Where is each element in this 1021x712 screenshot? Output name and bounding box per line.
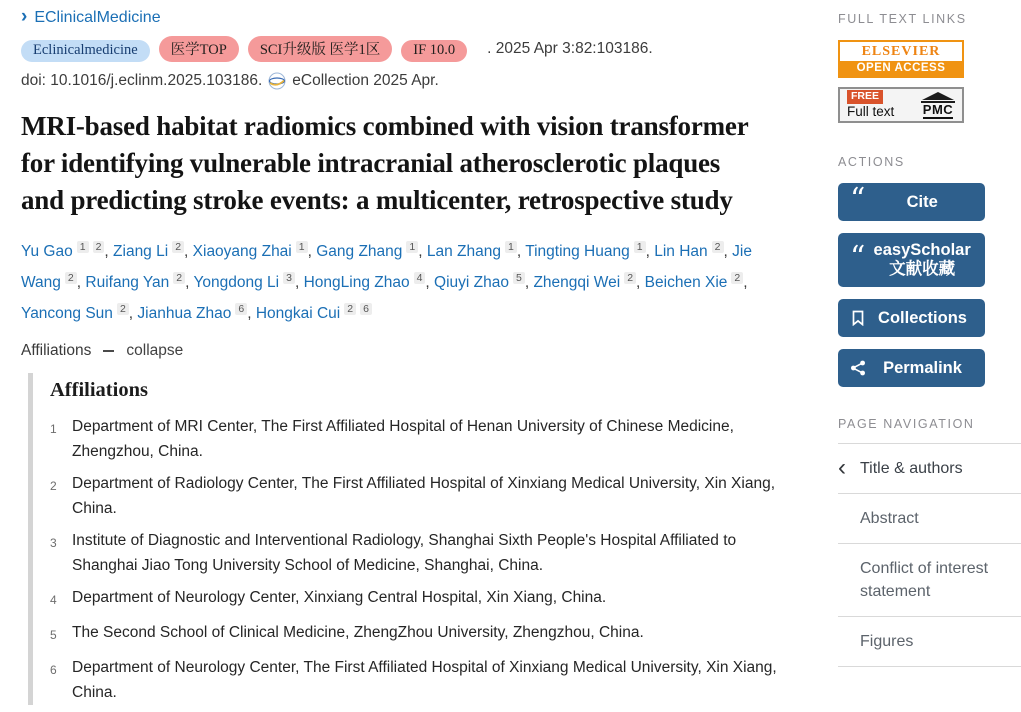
author-affiliation-sup[interactable]: 2: [624, 272, 636, 284]
chevron-right-icon: ›: [21, 6, 28, 27]
affiliation-number: 6: [50, 663, 57, 677]
author-separator: ,: [185, 274, 194, 291]
author-affiliation-sup[interactable]: 1: [634, 241, 646, 253]
affiliation-item: [50, 528, 796, 578]
journal-metric-badge: IF 10.0: [401, 40, 467, 62]
author-link[interactable]: Gang Zhang: [316, 243, 403, 260]
affiliation-item: [50, 655, 796, 705]
full-text-label: Full text: [847, 104, 895, 119]
affiliations-bar-label: Affiliations: [21, 342, 92, 359]
affiliation-text: Institute of Diagnostic and Interventional Radiology, Shanghai Sixth People's Hospital Affiliated to Shanghai Jiao Tong University School of Medicine, Shanghai, China.: [72, 532, 737, 574]
actions-section: [838, 155, 1021, 387]
scholar-globe-icon[interactable]: [268, 72, 286, 90]
author-affiliation-sup[interactable]: 1: [77, 241, 89, 253]
author-affiliation-sup[interactable]: 2: [65, 272, 77, 284]
doi-row: [21, 72, 796, 90]
collections-button[interactable]: [838, 299, 985, 337]
author-link[interactable]: Jianhua Zhao: [137, 305, 232, 322]
author-separator: ,: [425, 274, 435, 291]
affiliation-text: Department of MRI Center, The First Affiliated Hospital of Henan University of Chinese Medicine, Zhengzhou, China.: [72, 418, 734, 460]
affiliations-bar: [21, 342, 796, 360]
affiliation-number: 4: [50, 593, 57, 607]
breadcrumb: [21, 8, 796, 27]
page-navigation-list: [838, 444, 1021, 667]
page-nav-item[interactable]: [838, 544, 1021, 616]
quote-icon: “: [850, 182, 866, 217]
author-separator: ,: [76, 274, 86, 291]
author-affiliation-sup[interactable]: 1: [505, 241, 517, 253]
bookmark-icon: [850, 310, 866, 326]
divider: [838, 666, 1021, 667]
author-affiliation-sup[interactable]: 3: [283, 272, 295, 284]
pmc-left-block: [847, 90, 894, 120]
doi-text: doi: 10.1016/j.eclinm.2025.103186.: [21, 72, 263, 89]
author-affiliation-sup[interactable]: 2: [712, 241, 724, 253]
author-affiliation-sup[interactable]: 1: [296, 241, 308, 253]
author-affiliation-sup[interactable]: 2: [117, 303, 129, 315]
journal-metric-badge: Eclinicalmedicine: [21, 40, 150, 62]
author-link[interactable]: HongLing Zhao: [303, 274, 410, 291]
author-affiliation-sup[interactable]: 6: [235, 303, 247, 315]
affiliation-number: 2: [50, 479, 57, 493]
author-link[interactable]: Yancong Sun: [21, 305, 113, 322]
affiliation-text: Department of Neurology Center, Xinxiang Central Hospital, Xin Xiang, China.: [72, 589, 607, 606]
page-nav-item[interactable]: [838, 617, 1021, 666]
actions-heading: ACTIONS: [838, 155, 905, 169]
cite-button[interactable]: [838, 183, 985, 221]
easyscholar-collect-button[interactable]: [838, 233, 985, 287]
page-nav-label: Figures: [860, 633, 914, 650]
author-affiliation-sup[interactable]: 2: [93, 241, 105, 253]
free-badge: FREE: [847, 90, 883, 104]
author-separator: ,: [307, 243, 317, 260]
author-affiliation-sup[interactable]: 2: [731, 272, 743, 284]
article-title: MRI-based habitat radiomics combined with vision transformer for identifying vulnerable intracranial atherosclerotic plaques and predicting stroke events: a multicenter, retrospective study: [21, 111, 748, 215]
share-icon: [850, 360, 866, 376]
full-text-links-heading: FULL TEXT LINKS: [838, 12, 967, 26]
author-separator: ,: [636, 274, 645, 291]
affiliations-panel: [28, 373, 796, 705]
author-separator: ,: [516, 243, 526, 260]
author-link[interactable]: Qiuyi Zhao: [434, 274, 509, 291]
author-link[interactable]: Xiaoyang Zhai: [192, 243, 292, 260]
page-navigation-section: [838, 417, 1021, 667]
permalink-button[interactable]: [838, 349, 985, 387]
permalink-label: Permalink: [883, 358, 962, 377]
author-affiliation-sup[interactable]: 2: [172, 241, 184, 253]
journal-metric-badge: 医学TOP: [159, 36, 239, 62]
author-link[interactable]: Lan Zhang: [426, 243, 501, 260]
page-nav-label: Conflict of interest statement: [860, 560, 989, 600]
citation-issue-text: . 2025 Apr 3:82:103186.: [487, 40, 653, 57]
journal-badges-row: [21, 36, 796, 62]
page-nav-label: Title & authors: [860, 460, 963, 477]
author-affiliation-sup[interactable]: 6: [360, 303, 372, 315]
journal-link[interactable]: EClinicalMedicine: [34, 8, 161, 26]
page-nav-item[interactable]: [838, 444, 1021, 493]
pmc-free-full-text-button[interactable]: [838, 87, 964, 123]
author-separator: ,: [723, 243, 733, 260]
author-link[interactable]: Jie Wang: [21, 243, 752, 291]
author-affiliation-sup[interactable]: 4: [414, 272, 426, 284]
author-link[interactable]: Ziang Li: [113, 243, 169, 260]
chevron-left-icon: ‹: [838, 453, 846, 481]
author-affiliation-sup[interactable]: 2: [173, 272, 185, 284]
right-sidebar: [838, 12, 1021, 667]
author-separator: ,: [418, 243, 427, 260]
author-separator: ,: [294, 274, 304, 291]
author-separator: ,: [104, 243, 114, 260]
affiliation-number: 1: [50, 422, 57, 436]
journal-metric-badge: SCI升级版 医学1区: [248, 36, 392, 62]
author-link[interactable]: Yongdong Li: [193, 274, 280, 291]
author-affiliation-sup[interactable]: 2: [344, 303, 356, 315]
quote-icon: “: [850, 240, 866, 275]
page-navigation-heading: PAGE NAVIGATION: [838, 417, 975, 431]
author-link[interactable]: Tingting Huang: [525, 243, 630, 260]
open-access-label: OPEN ACCESS: [840, 61, 962, 76]
pmc-building-icon: [922, 92, 954, 100]
author-link[interactable]: Ruifang Yan: [85, 274, 170, 291]
affiliation-item: [50, 414, 796, 464]
pmc-label: PMC: [922, 101, 954, 117]
collections-label: Collections: [878, 308, 967, 327]
author-separator: ,: [184, 243, 193, 260]
author-link[interactable]: Zhengqi Wei: [533, 274, 621, 291]
author-separator: ,: [743, 274, 748, 291]
page-nav-item[interactable]: [838, 494, 1021, 543]
affiliation-item: [50, 620, 796, 648]
author-link[interactable]: Lin Han: [654, 243, 708, 260]
author-separator: ,: [247, 305, 256, 322]
elsevier-logo: ELSEVIER: [840, 42, 962, 61]
author-separator: ,: [128, 305, 138, 322]
author-separator: ,: [645, 243, 655, 260]
easyscholar-label: easyScholar 文献收藏: [873, 241, 971, 278]
author-link[interactable]: Hongkai Cui: [255, 305, 341, 322]
affiliation-text: The Second School of Clinical Medicine, ZhengZhou University, Zhengzhou, China.: [72, 624, 644, 641]
affiliation-text: Department of Radiology Center, The First Affiliated Hospital of Xinxiang Medical University, Xin Xiang, China.: [72, 475, 776, 517]
collapse-minus-icon[interactable]: [103, 350, 114, 353]
cite-label: Cite: [906, 192, 938, 211]
authors-list: [21, 234, 781, 327]
ecollection-text: eCollection 2025 Apr.: [292, 72, 439, 89]
author-link[interactable]: Yu Gao: [21, 243, 73, 260]
pmc-logo: [921, 92, 955, 119]
affiliation-item: [50, 471, 796, 521]
affiliations-list: [50, 414, 796, 705]
author-affiliation-sup[interactable]: 1: [406, 241, 418, 253]
elsevier-open-access-button[interactable]: [838, 40, 964, 78]
affiliation-number: 5: [50, 628, 57, 642]
author-affiliation-sup[interactable]: 5: [513, 272, 525, 284]
affiliation-text: Department of Neurology Center, The First Affiliated Hospital of Xinxiang Medical University, Xin Xiang, China.: [72, 659, 777, 701]
author-link[interactable]: Beichen Xie: [644, 274, 728, 291]
affiliations-heading: Affiliations: [50, 379, 148, 401]
affiliation-number: 3: [50, 536, 57, 550]
page-nav-label: Abstract: [860, 510, 919, 527]
collapse-button[interactable]: collapse: [126, 342, 184, 359]
article-main: [21, 8, 796, 712]
affiliation-item: [50, 585, 796, 613]
author-separator: ,: [524, 274, 534, 291]
